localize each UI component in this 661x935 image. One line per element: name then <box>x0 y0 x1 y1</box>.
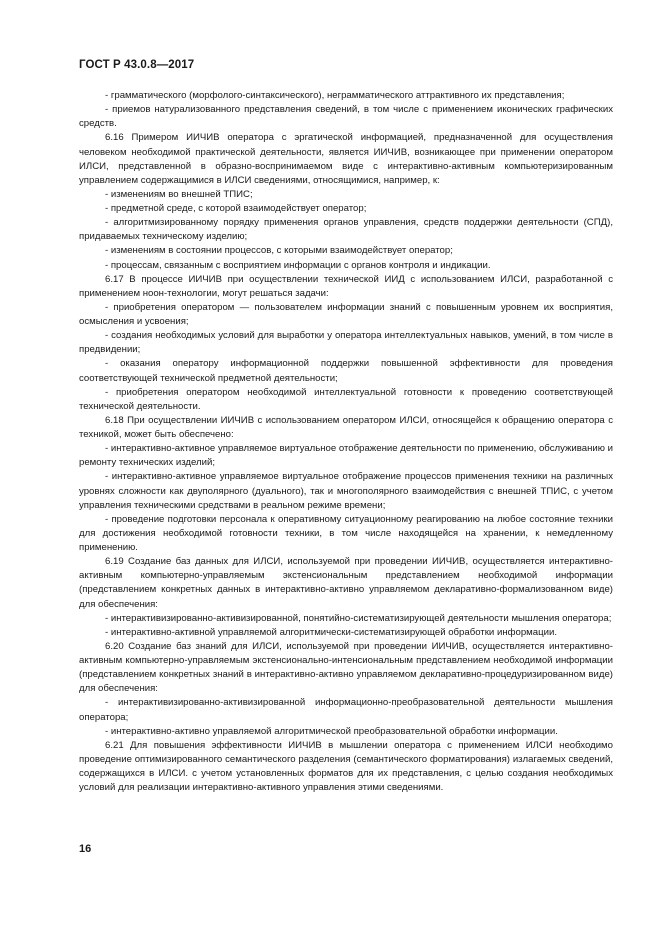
list-item: - грамматического (морфолого-синтаксического), неграмматического аттрактивного их представления; <box>105 90 565 101</box>
list-item: - изменениям в состоянии процессов, с которыми взаимодействует оператор; <box>105 245 453 257</box>
clause-6-20: 6.20 Создание баз знаний для ИЛСИ, используемой при проведении ИИЧИВ, осуществляется интерактивно-активным компьютерно-управляемым экстенсионально-интенсиональным представлением необходимой информации (представлением конкретных знаний в интерактивно-активно управляемом декларативно-процедуризированном виде) для обеспечения: <box>79 640 613 695</box>
list-item: - изменениям во внешней ТПИС; <box>105 188 253 200</box>
list-item: - оказания оператору информационной поддержки повышенной эффективности для проведения соответствующей технической предметной деятельности; <box>79 358 613 384</box>
list-item: - проведение подготовки персонала к оперативному ситуационному реагированию на любое состояние техники для достижения необходимой готовности техники, в том числе находящейся на хранении, к немедленному применению. <box>79 513 613 553</box>
list-item: - интерактивизированно-активизированной информационно-преобразовательной деятельности мышления оператора; <box>79 697 613 723</box>
clause-6-21: 6.21 Для повышения эффективности ИИЧИВ в мышлении оператора с применением ИЛСИ необходимо проведение оптимизированного семантического разделения (семантического форматирования) излагаемых сведений, содержащихся в ИЛСИ. с учетом установленных форматов для их представления, с целью создания необходимых условий для реализации интерактивно-активного управления этими сведениями. <box>79 739 613 794</box>
list-item: - интерактивно-активное управляемое виртуальное отображение процессов применения техники на различных уровнях сложности как двуполярного (дуального), так и многополярного взаимодействия с внешней ТПИС, с учетом управления техническими средствами в реальном режиме времени; <box>79 471 613 511</box>
page-number: 16 <box>79 843 92 855</box>
clause-6-16: 6.16 Примером ИИЧИВ оператора с эргатической информацией, предназначенной для осуществления человеком необходимой практической деятельности, является ИИЧИВ, возникающее при применении оператором ИЛСИ, представленной в образно-воспринимаемом виде с интерактивно-активным компьютеризированным управлением содержащимися в ИЛСИ сведениями, относящимися, например, к: <box>79 132 613 186</box>
clause-6-17: 6.17 В процессе ИИЧИВ при осуществлении технической ИИД с использованием ИЛСИ, разработанной с применением ноон-технологии, могут решаться задачи: <box>79 273 613 299</box>
list-item: - интерактивно-активное управляемое виртуальное отображение деятельности по применению, обслуживанию и ремонту технических изделий; <box>79 443 613 469</box>
list-item: - приемов натурализованного представления сведений, в том числе с применением иконических графических средств. <box>79 104 613 130</box>
list-item: - создания необходимых условий для выработки у оператора интеллектуальных навыков, умений, в том числе в предвидении; <box>79 330 613 356</box>
list-item: - приобретения оператором необходимой интеллектуальной готовности к проведению соответствующей технической деятельности. <box>79 386 613 412</box>
list-item: - предметной среде, с которой взаимодействует оператор; <box>105 203 367 214</box>
list-item: - интерактивно-активной управляемой алгоритмически-систематизирующей обработки информации. <box>105 626 557 638</box>
document-header: ГОСТ Р 43.0.8—2017 <box>79 59 195 71</box>
list-item: - интерактивизированно-активизированной, понятийно-систематизирующей деятельности мышления оператора; <box>105 612 612 624</box>
document-body <box>79 89 613 795</box>
clause-6-19: 6.19 Создание баз данных для ИЛСИ, используемой при проведении ИИЧИВ, осуществляется интерактивно-активным компьютерно-управляемым экстенсиональным представлением необходимой информации (представлением конкретных данных в интерактивно-активно управляемом декларативно-формализованном виде) для обеспечения: <box>79 556 613 610</box>
list-item: - процессам, связанным с восприятием информации с органов контроля и индикации. <box>105 259 491 271</box>
list-item: - приобретения оператором — пользователем информации знаний с повышенным уровнем их восприятия, осмысления и усвоения; <box>79 301 613 327</box>
clause-6-18: 6.18 При осуществлении ИИЧИВ с использованием оператором ИЛСИ, относящейся к обращению оператора с техникой, может быть обеспечено: <box>79 414 613 440</box>
list-item: - алгоритмизированному порядку применения органов управления, средств поддержки деятельности (СПД), придаваемых техническому изделию; <box>79 217 613 243</box>
list-item: - интерактивно-активно управляемой алгоритмической преобразовательной обработки информации. <box>105 725 558 737</box>
